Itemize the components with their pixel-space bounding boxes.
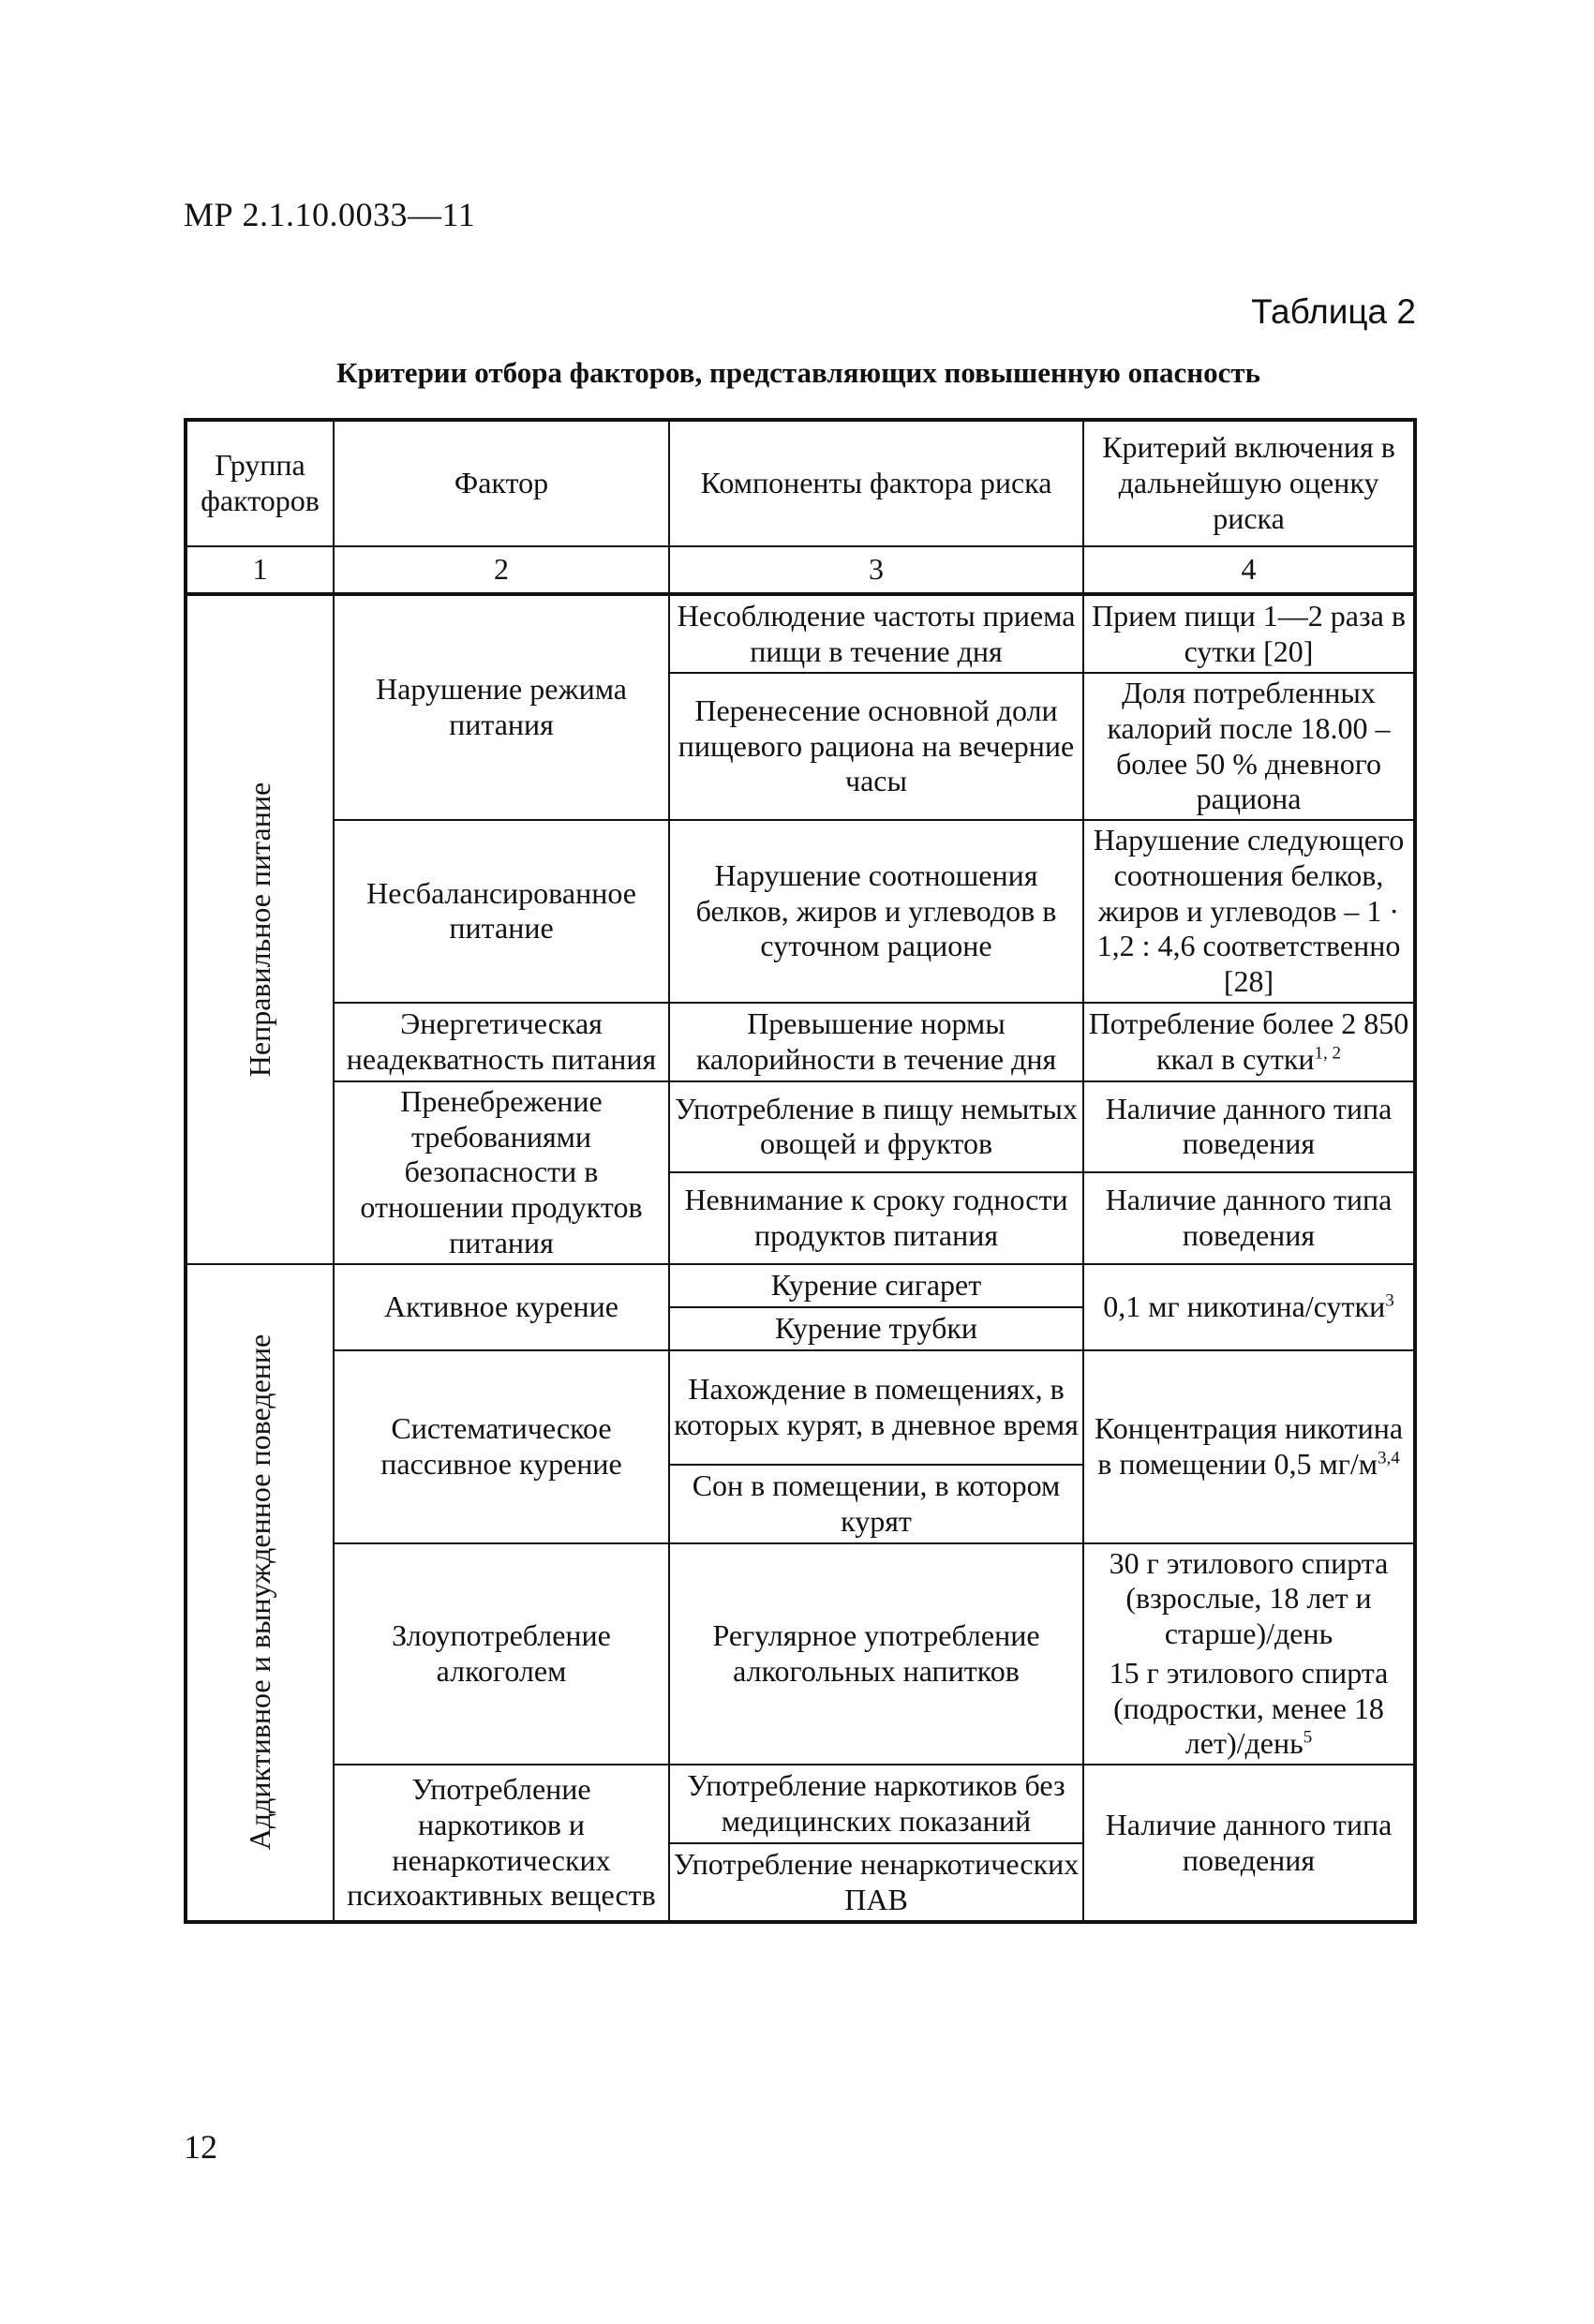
criterion-cell bbox=[1083, 1654, 1415, 1765]
criterion-text: Концентрация никотина в помещении 0,5 мг/м bbox=[1094, 1410, 1404, 1481]
footnote-ref: 3,4 bbox=[1378, 1447, 1400, 1467]
table-row bbox=[186, 594, 1415, 673]
component-cell: Курение трубки bbox=[669, 1307, 1083, 1350]
column-number: 1 bbox=[186, 546, 334, 594]
factor-cell: Злоупотребление алкоголем bbox=[334, 1543, 669, 1765]
column-numbers-row bbox=[186, 546, 1415, 594]
header-factor: Фактор bbox=[334, 420, 669, 546]
column-number: 3 bbox=[669, 546, 1083, 594]
footnote-ref: 5 bbox=[1303, 1727, 1313, 1748]
document-code: МР 2.1.10.0033—11 bbox=[184, 196, 476, 233]
table-row bbox=[186, 1003, 1415, 1081]
page-number: 12 bbox=[184, 2128, 217, 2166]
criterion-cell bbox=[1083, 1003, 1415, 1081]
criterion-text: 0,1 мг никотина/сутки bbox=[1103, 1289, 1386, 1323]
factor-cell: Активное курение bbox=[334, 1264, 669, 1350]
component-cell: Употребление наркотиков без медицинских показаний bbox=[669, 1765, 1083, 1843]
component-cell: Употребление в пищу немытых овощей и фруктов bbox=[669, 1081, 1083, 1172]
table-row bbox=[186, 1081, 1415, 1172]
criterion-cell: Нарушение следующего соотношения белков, жиров и углеводов – 1 · 1,2 : 4,6 соответственно [28] bbox=[1083, 820, 1415, 1003]
column-number: 4 bbox=[1083, 546, 1415, 594]
component-cell: Употребление ненаркотических ПАВ bbox=[669, 1843, 1083, 1922]
component-cell: Сон в помещении, в котором курят bbox=[669, 1465, 1083, 1543]
criterion-cell: Наличие данного типа поведения bbox=[1083, 1765, 1415, 1922]
table-row bbox=[186, 1350, 1415, 1465]
header-components: Компоненты фактора риска bbox=[669, 420, 1083, 546]
factor-cell: Пренебрежение требованиями безопасности в отношении продуктов питания bbox=[334, 1081, 669, 1264]
group-label: Неправильное питание bbox=[242, 782, 276, 1077]
criterion-text: 15 г этилового спирта (подростки, менее 18 лет)/день bbox=[1109, 1655, 1389, 1761]
criterion-cell: 30 г этилового спирта (взрослые, 18 лет и старше)/день bbox=[1083, 1543, 1415, 1654]
component-cell: Несоблюдение частоты приема пищи в течение дня bbox=[669, 594, 1083, 673]
table-row bbox=[186, 1765, 1415, 1843]
criterion-cell: Прием пищи 1—2 раза в сутки [20] bbox=[1083, 594, 1415, 673]
group-label: Аддиктивное и вынужденное поведение bbox=[242, 1334, 276, 1851]
table-row bbox=[186, 1264, 1415, 1307]
criterion-cell bbox=[1083, 1264, 1415, 1350]
table-row bbox=[186, 820, 1415, 1003]
footnote-ref: 1, 2 bbox=[1314, 1043, 1342, 1064]
factor-cell: Употребление наркотиков и ненаркотических психоактивных веществ bbox=[334, 1765, 669, 1922]
factor-cell: Нарушение режима питания bbox=[334, 594, 669, 820]
component-cell: Превышение нормы калорийности в течение дня bbox=[669, 1003, 1083, 1081]
criterion-cell: Доля потребленных калорий после 18.00 – более 50 % дневного рациона bbox=[1083, 673, 1415, 820]
component-cell: Курение сигарет bbox=[669, 1264, 1083, 1307]
group-cell-nutrition bbox=[186, 594, 334, 1264]
factor-cell: Систематическое пассивное курение bbox=[334, 1350, 669, 1543]
criterion-cell: Наличие данного типа поведения bbox=[1083, 1081, 1415, 1172]
table-number: Таблица 2 bbox=[1251, 292, 1416, 331]
component-cell: Нарушение соотношения белков, жиров и углеводов в суточном рационе bbox=[669, 820, 1083, 1003]
component-cell: Невнимание к сроку годности продуктов питания bbox=[669, 1172, 1083, 1263]
group-cell-addictive bbox=[186, 1264, 334, 1923]
criterion-cell bbox=[1083, 1350, 1415, 1543]
table-row bbox=[186, 1543, 1415, 1654]
criteria-table bbox=[184, 418, 1417, 1924]
footnote-ref: 3 bbox=[1385, 1289, 1394, 1310]
component-cell: Перенесение основной доли пищевого рациона на вечерние часы bbox=[669, 673, 1083, 820]
criterion-cell: Наличие данного типа поведения bbox=[1083, 1172, 1415, 1263]
header-criterion: Критерий включения в дальнейшую оценку риска bbox=[1083, 420, 1415, 546]
factor-cell: Несбалансированное питание bbox=[334, 820, 669, 1003]
table-header-row bbox=[186, 420, 1415, 546]
table-title: Критерии отбора факторов, представляющих повышенную опасность bbox=[336, 356, 1260, 389]
component-cell: Регулярное употребление алкогольных напитков bbox=[669, 1543, 1083, 1765]
column-number: 2 bbox=[334, 546, 669, 594]
factor-cell: Энергетическая неадекватность питания bbox=[334, 1003, 669, 1081]
criterion-text: Потребление более 2 850 ккал в сутки bbox=[1088, 1006, 1409, 1076]
header-group: Группа факторов bbox=[186, 420, 334, 546]
component-cell: Нахождение в помещениях, в которых курят, в дневное время bbox=[669, 1350, 1083, 1465]
